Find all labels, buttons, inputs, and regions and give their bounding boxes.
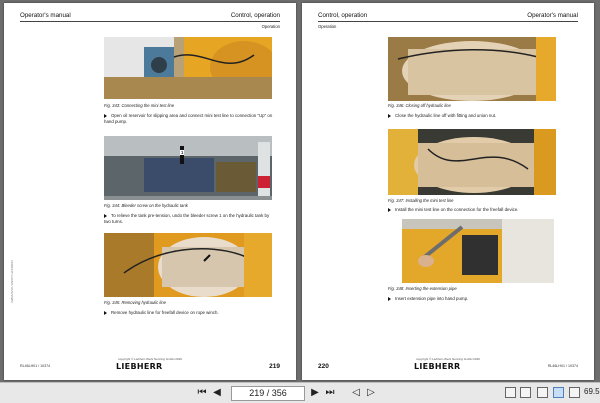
single-page-icon[interactable] [537, 387, 548, 398]
footer-copyright: copyright © Liebherr-Werk Nenzing GmbH 2020 [118, 357, 182, 361]
step-3 [388, 296, 578, 302]
figure-348-photo [402, 219, 554, 283]
figure-348-caption: Fig. 348: Inserting the extension pipe [388, 286, 457, 291]
figure-345-photo [104, 233, 272, 297]
figure-344-callout: 1 [181, 150, 184, 155]
header-left: Operator's manual [20, 12, 71, 19]
figure-343-caption: Fig. 343: Connecting the mini test line [104, 103, 175, 108]
zoom-level[interactable]: 69.5 [584, 387, 600, 396]
header-divider [20, 21, 280, 22]
side-reference: LWN/HS/10 / EN/KT/ LR1300SX [10, 259, 14, 303]
step-3 [104, 310, 276, 316]
header-right: Operator's manual [527, 12, 578, 19]
section-subtitle: Operation [318, 24, 337, 29]
fit-page-icon[interactable] [505, 387, 516, 398]
bullet-arrow-icon [388, 208, 391, 212]
figure-347-photo [388, 129, 556, 195]
back-icon[interactable]: ◁ [352, 387, 360, 398]
step-2-text: Install the mini test line on the connection for the freefall device. [395, 207, 519, 212]
figure-343-photo [104, 37, 272, 99]
step-2 [104, 213, 276, 225]
bullet-arrow-icon [104, 114, 107, 118]
page-219 [4, 3, 296, 380]
header-right: Control, operation [230, 12, 280, 19]
bullet-arrow-icon [104, 311, 107, 315]
section-subtitle: Operation [261, 24, 280, 29]
viewer-toolbar [0, 382, 600, 403]
page-220 [302, 3, 594, 380]
figure-347-caption: Fig. 347: Installing the mini test line [388, 198, 454, 203]
figure-345-caption: Fig. 345: Removing hydraulic line [104, 300, 166, 305]
page-number-input[interactable]: 219 / 356 [231, 386, 305, 401]
figure-344-caption: Fig. 344: Bleeder screw on the hydraulic tank [104, 203, 188, 208]
step-1-text: Open oil reservoir for slipping area and connect mini test line to connection "Up" on hand pump. [104, 113, 273, 124]
continuous-view-icon[interactable] [569, 387, 580, 398]
step-1 [104, 113, 276, 125]
last-page-icon[interactable]: ⏭ [325, 387, 335, 398]
bullet-arrow-icon [104, 214, 107, 218]
forward-icon[interactable]: ▷ [367, 387, 375, 398]
step-3-text: Insert extension pipe into hand pump. [395, 296, 469, 301]
next-page-icon[interactable]: ▶ [311, 387, 319, 398]
previous-page-icon[interactable]: ◀ [213, 387, 221, 398]
footer-doc-id: RL46LH01 / 10374 [20, 364, 51, 368]
figure-346-caption: Fig. 346: Closing off hydraulic line [388, 103, 451, 108]
step-1 [388, 113, 578, 119]
header-left: Control, operation [318, 12, 368, 19]
fit-width-icon[interactable] [520, 387, 531, 398]
page-number: 220 [318, 363, 329, 370]
two-page-view-icon[interactable] [553, 387, 564, 398]
step-3-text: Remove hydraulic line for freefall device on rope winch. [111, 310, 219, 315]
figure-344-photo [104, 136, 272, 200]
page-number: 219 [269, 363, 280, 370]
first-page-icon[interactable]: ⏮ [197, 387, 207, 398]
liebherr-logo: LIEBHERR [414, 362, 461, 371]
figure-346-photo [388, 37, 556, 101]
footer-copyright: copyright © Liebherr-Werk Nenzing GmbH 2020 [416, 357, 480, 361]
bullet-arrow-icon [388, 114, 391, 118]
footer-doc-id: RL46LH01 / 10374 [547, 364, 578, 368]
bullet-arrow-icon [388, 297, 391, 301]
step-2-text: To relieve the tank pre-tension, undo the bleeder screw 1 on the hydraulic tank by two turns. [104, 213, 270, 224]
header-divider [318, 21, 578, 22]
step-1-text: Close the hydraulic line off with fitting and union nut. [395, 113, 497, 118]
step-2 [388, 207, 578, 213]
liebherr-logo: LIEBHERR [116, 362, 163, 371]
